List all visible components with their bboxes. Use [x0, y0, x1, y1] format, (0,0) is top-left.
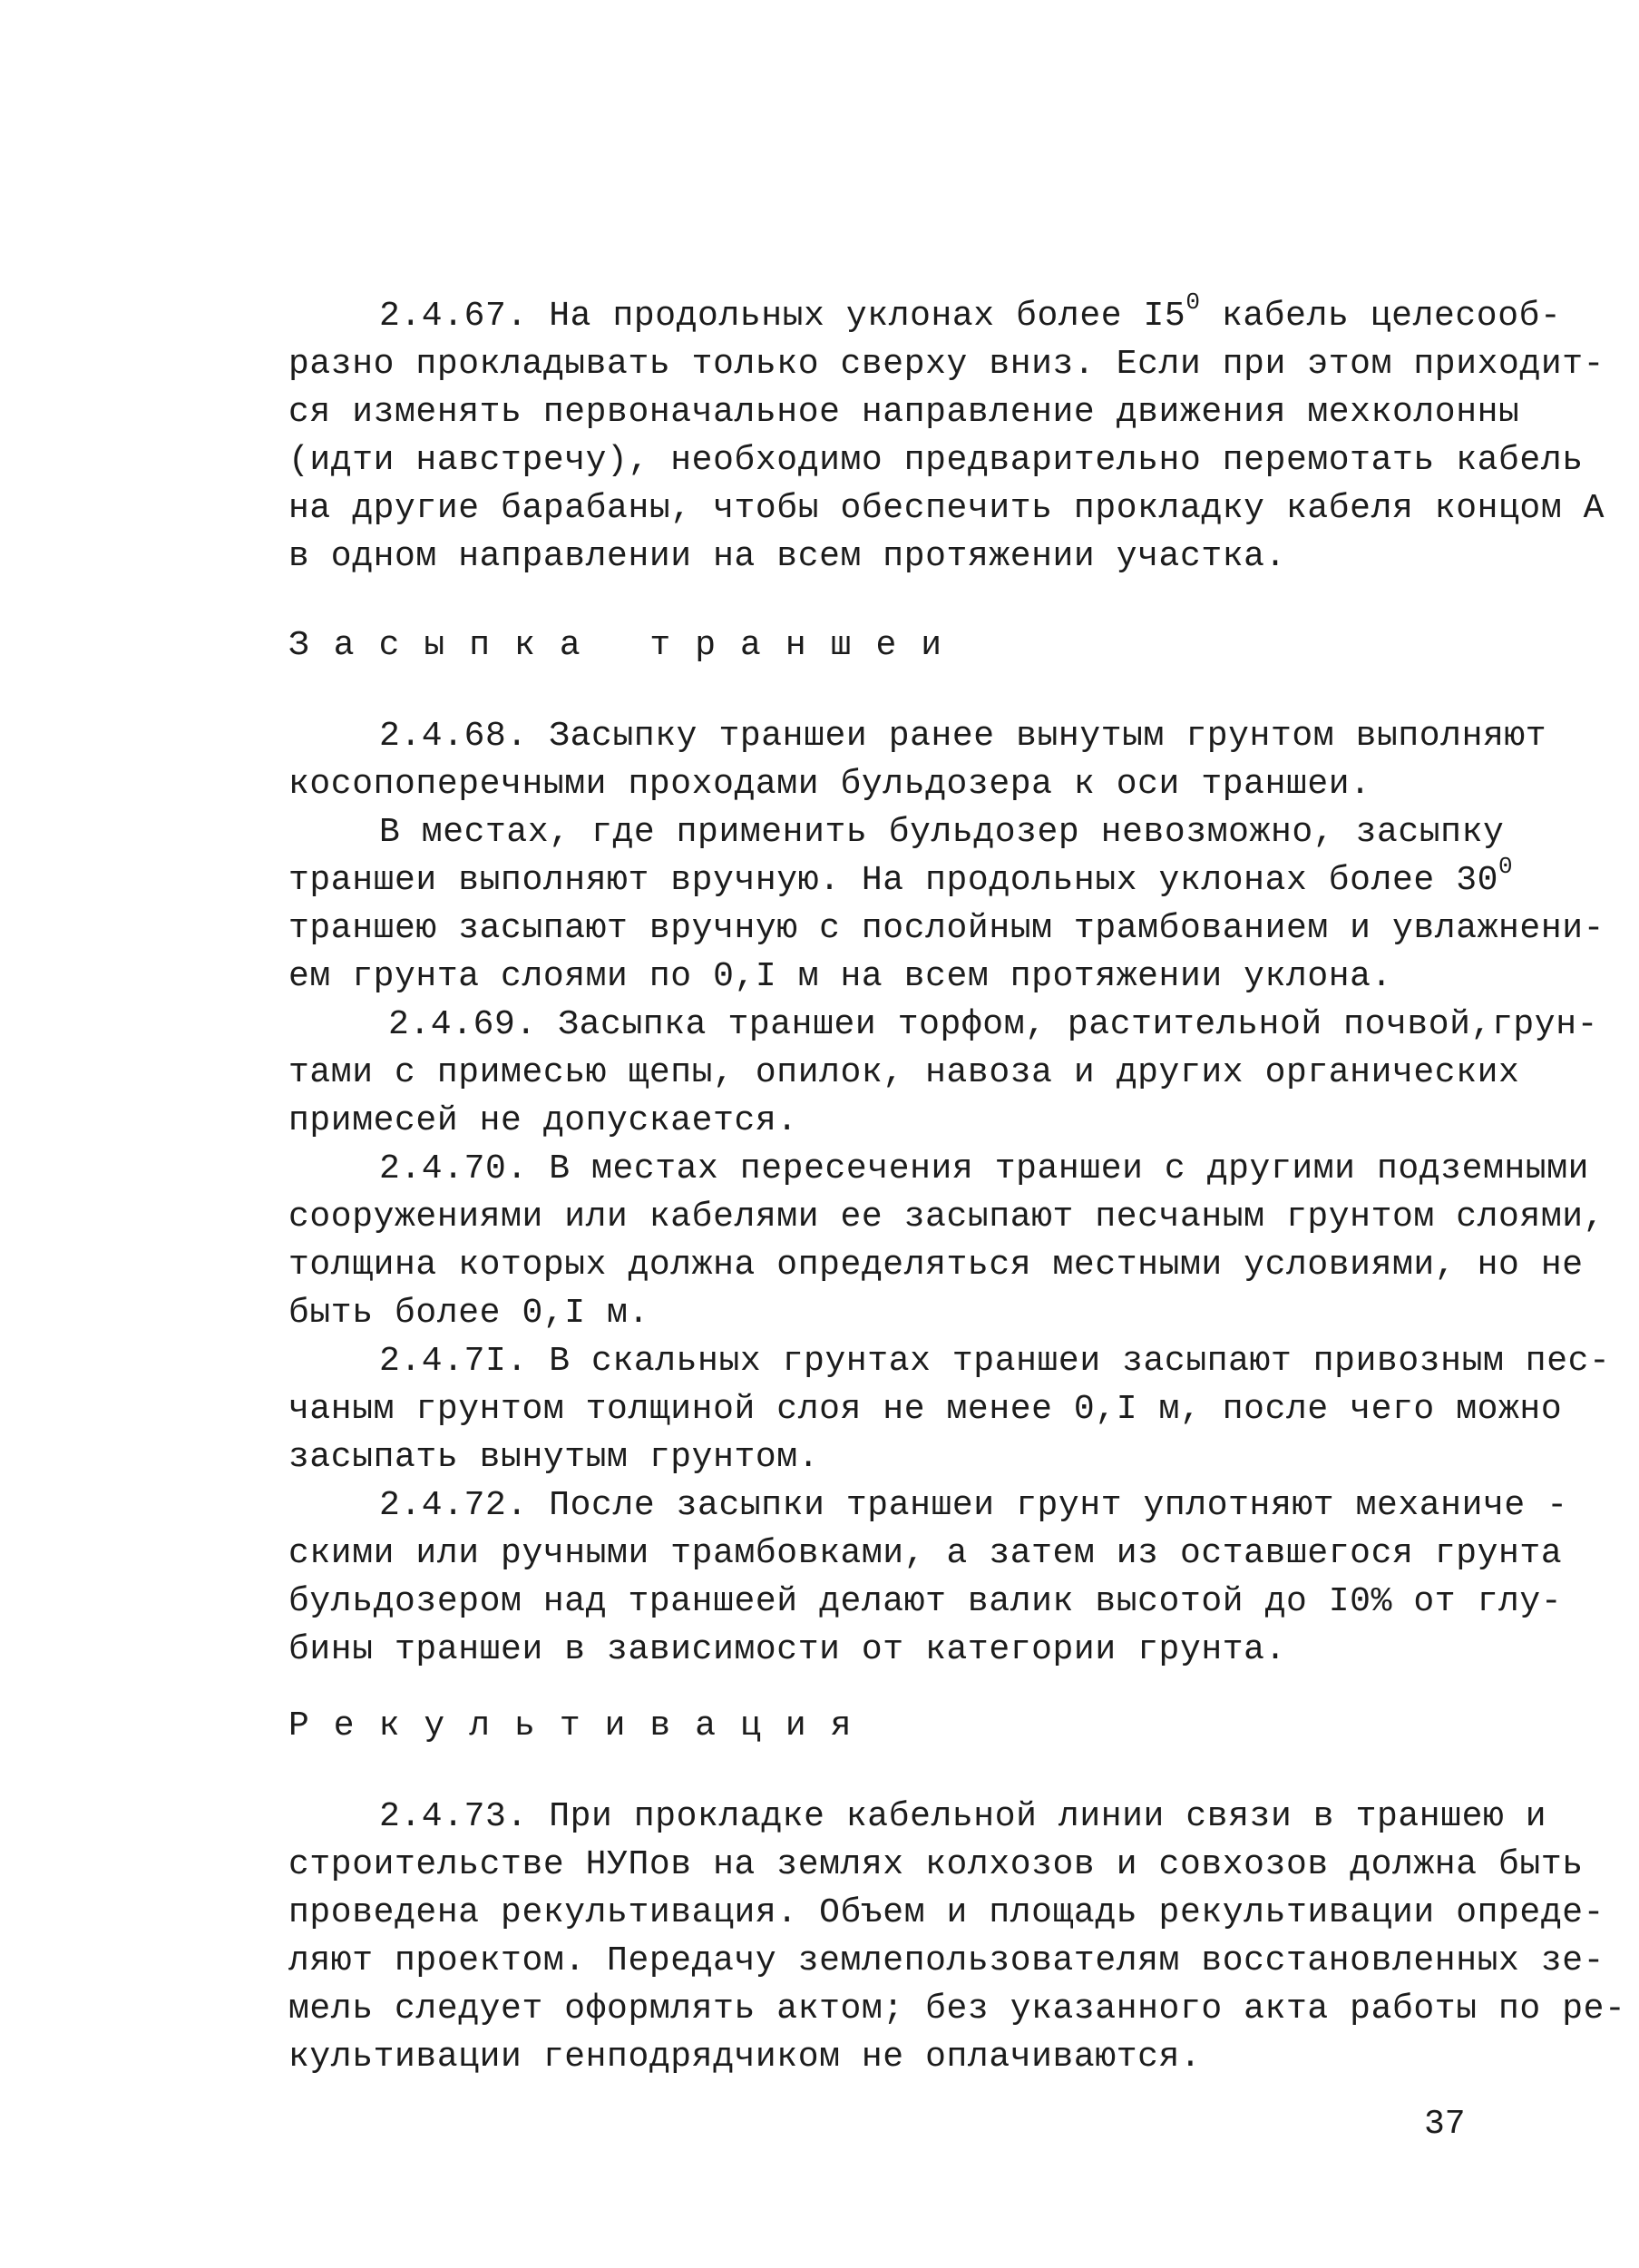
paragraph-2-4-68-line-5: траншею засыпают вручную с послойным трамбованием и увлажнени-	[288, 909, 1605, 948]
paragraph-2-4-71-line-1: 2.4.7I. В скальных грунтах траншеи засыпают привозным пес-	[379, 1342, 1611, 1381]
paragraph-2-4-70-line-1: 2.4.70. В местах пересечения траншеи с другими подземными	[379, 1149, 1590, 1188]
paragraph-2-4-68-line-6: ем грунта слоями по 0,I м на всем протяжении уклона.	[288, 957, 1392, 996]
paragraph-2-4-73-line-1: 2.4.73. При прокладке кабельной линии связи в траншею и	[379, 1797, 1547, 1836]
degree-superscript: 0	[1498, 853, 1514, 881]
paragraph-2-4-68-line-2: косопоперечными проходами бульдозера к оси траншеи.	[288, 765, 1371, 804]
paragraph-2-4-68-line-3: В местах, где применить бульдозер невозможно, засыпку	[379, 813, 1505, 852]
degree-superscript: 0	[1185, 288, 1201, 317]
paragraph-2-4-73-line-6: культивации генподрядчиком не оплачиваются.	[288, 2038, 1202, 2077]
paragraph-2-4-67-line-4: (идти навстречу), необходимо предварительно перемотать кабель	[288, 441, 1584, 480]
paragraph-2-4-72-line-2: скими или ручными трамбовками, а затем из оставшегося грунта	[288, 1534, 1563, 1573]
paragraph-2-4-67-line-6: в одном направлении на всем протяжении участка.	[288, 537, 1286, 576]
paragraph-2-4-72-line-3: бульдозером над траншеей делают валик высотой до I0% от глу-	[288, 1582, 1563, 1621]
paragraph-2-4-69-line-1: 2.4.69. Засыпка траншеи торфом, растительной почвой,грун-	[388, 1005, 1599, 1044]
paragraph-2-4-67-line-1: 2.4.67. На продольных уклонах более $I5^0$ кабель целесооб-	[379, 288, 1562, 336]
paragraph-2-4-69-line-2: тами с примесью щепы, опилок, навоза и других органических	[288, 1053, 1520, 1092]
section-heading-recultivation: Рекультивация	[288, 1706, 876, 1745]
paragraph-2-4-73-line-5: мель следует оформлять актом; без указанного акта работы по ре-	[288, 1989, 1626, 2028]
paragraph-2-4-67-line-2: разно прокладывать только сверху вниз. Если при этом приходит-	[288, 345, 1605, 384]
paragraph-2-4-73-line-4: ляют проектом. Передачу землепользователям восстановленных зе-	[288, 1941, 1605, 1980]
paragraph-2-4-72-line-1: 2.4.72. После засыпки траншеи грунт уплотняют механиче -	[379, 1486, 1568, 1525]
paragraph-2-4-68-line-1: 2.4.68. Засыпку траншеи ранее вынутым грунтом выполняют	[379, 717, 1547, 756]
paragraph-2-4-73-line-3: проведена рекультивация. Объем и площадь рекультивации опреде-	[288, 1893, 1605, 1932]
paragraph-2-4-71-line-2: чаным грунтом толщиной слоя не менее 0,I м, после чего можно	[288, 1390, 1563, 1429]
section-heading-backfill: Засыпка траншеи	[288, 626, 967, 665]
page-number: 37	[1424, 2105, 1466, 2144]
paragraph-2-4-69-line-3: примесей не допускается.	[288, 1101, 798, 1140]
paragraph-2-4-67-line-5: на другие барабаны, чтобы обеспечить прокладку кабеля концом А	[288, 489, 1605, 528]
paragraph-2-4-67-line-3: ся изменять первоначальное направление движения мехколонны	[288, 393, 1520, 432]
paragraph-2-4-70-line-3: толщина которых должна определяться местными условиями, но не	[288, 1246, 1584, 1285]
paragraph-2-4-71-line-3: засыпать вынутым грунтом.	[288, 1438, 820, 1477]
paragraph-2-4-70-line-4: быть более 0,I м.	[288, 1294, 649, 1333]
paragraph-2-4-68-line-4: траншеи выполняют вручную. На продольных уклонах более $30^0$	[288, 853, 1514, 900]
paragraph-2-4-73-line-2: строительстве НУПов на землях колхозов и совхозов должна быть	[288, 1845, 1584, 1884]
paragraph-2-4-72-line-4: бины траншеи в зависимости от категории грунта.	[288, 1630, 1286, 1669]
paragraph-2-4-70-line-2: сооружениями или кабелями ее засыпают песчаным грунтом слоями,	[288, 1198, 1605, 1237]
